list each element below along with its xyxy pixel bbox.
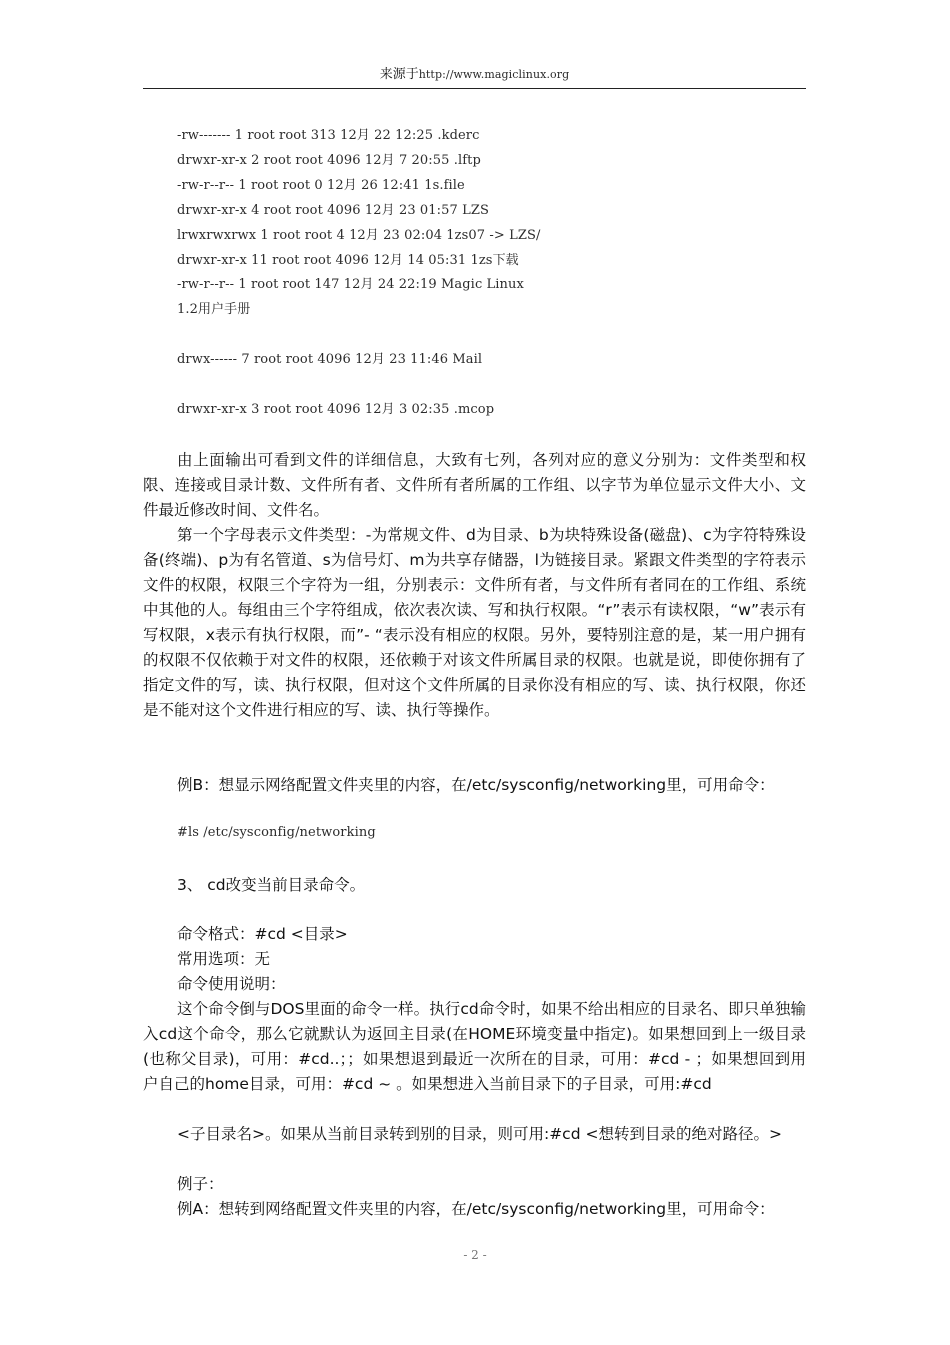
paragraph-permissions: [143, 523, 806, 723]
command-description: [143, 922, 806, 997]
section-title: 3、 cd改变当前目录命令。: [177, 876, 366, 894]
listing-line: 1.2用户手册: [177, 302, 251, 317]
header-url: http://www.magiclinux.org: [418, 68, 570, 81]
listing-line: lrwxrwxrwx 1 root root 4 12月 23 02:04 1zs07 -> LZS/: [177, 228, 541, 243]
listing-line: -rw------- 1 root root 313 12月 22 12:25 .kderc: [177, 128, 480, 143]
paragraph-columns: [143, 448, 806, 523]
listing-line: drwxr-xr-x 4 root root 4096 12月 23 01:57 LZS: [177, 203, 489, 218]
usage-tail: <子目录名>。如果从当前目录转到别的目录，则可用:#cd <想转到目录的绝对路径。>: [177, 1125, 782, 1143]
command-format: 命令格式：#cd <目录>: [177, 925, 348, 943]
page-header: [143, 64, 806, 89]
page-number: - 2 -: [463, 1248, 487, 1262]
listing-line: drwxr-xr-x 2 root root 4096 12月 7 20:55 .lftp: [177, 153, 481, 168]
usage-paragraph-text: 这个命令倒与DOS里面的命令一样。执行cd命令时，如果不给出相应的目录名、即只单独输入cd这个命令，那么它就默认为返回主目录(在HOME环境变量中指定)。如果想回到上一级目录(也称父目录)，可用：#cd..；；如果想退到最近一次所在的目录，可用：#cd - ；如果想回到用户自己的home目录，可用：#cd ~ 。如果想进入当前目录下的子目录，可用:#cd: [143, 1000, 806, 1093]
listing-line: -rw-r--r-- 1 root root 0 12月 26 12:41 1s.file: [177, 178, 465, 193]
listing-line: drwx------ 7 root root 4096 12月 23 11:46 Mail: [177, 352, 483, 367]
examples-title: 例子：: [177, 1175, 224, 1193]
header-prefix: 来源于: [379, 67, 419, 82]
example-b: 例B：想显示网络配置文件夹里的内容，在/etc/sysconfig/networking里，可用命令：: [177, 776, 775, 794]
listing-line: drwxr-xr-x 3 root root 4096 12月 3 02:35 .mcop: [177, 402, 495, 417]
listing-line: -rw-r--r-- 1 root root 147 12月 24 22:19 Magic Linux: [177, 277, 524, 292]
command-options: 常用选项：无: [177, 950, 271, 968]
paragraph-permissions-text: 第一个字母表示文件类型：-为常规文件、d为目录、b为块特殊设备(磁盘)、c为字符特殊设备(终端)、p为有名管道、s为信号灯、m为共享存储器，l为链接目录。紧跟文件类型的字符表示文件的权限，权限三个字符为一组，分别表示：文件所有者，与文件所有者同在的工作组、系统中其他的人。每组由三个字符组成，依次表次读、写和执行权限。“r”表示有读权限，“w”表示有写权限，x表示有执行权限，而”- “表示没有相应的权限。另外，要特别注意的是，某一用户拥有的权限不仅依赖于对文件的权限，还依赖于对该文件所属目录的权限。也就是说，即使你拥有了指定文件的写，读、执行权限，但对这个文件所属的目录你没有相应的写、读、执行权限，你还是不能对这个文件进行相应的写、读、执行等操作。: [143, 526, 806, 719]
paragraph-columns-text: 由上面输出可看到文件的详细信息，大致有七列，各列对应的意义分别为：文件类型和权限、连接或目录计数、文件所有者、文件所有者所属的工作组、以字节为单位显示文件大小、文件最近修改时间、文件名。: [143, 451, 806, 519]
command-usage-label: 命令使用说明：: [177, 975, 286, 993]
listing-line: drwxr-xr-x 11 root root 4096 12月 14 05:31 1zs下载: [177, 253, 519, 268]
command-b: #ls /etc/sysconfig/networking: [177, 825, 376, 840]
example-a: 例A：想转到网络配置文件夹里的内容，在/etc/sysconfig/networking里，可用命令：: [177, 1200, 775, 1218]
usage-paragraph: [143, 997, 806, 1097]
